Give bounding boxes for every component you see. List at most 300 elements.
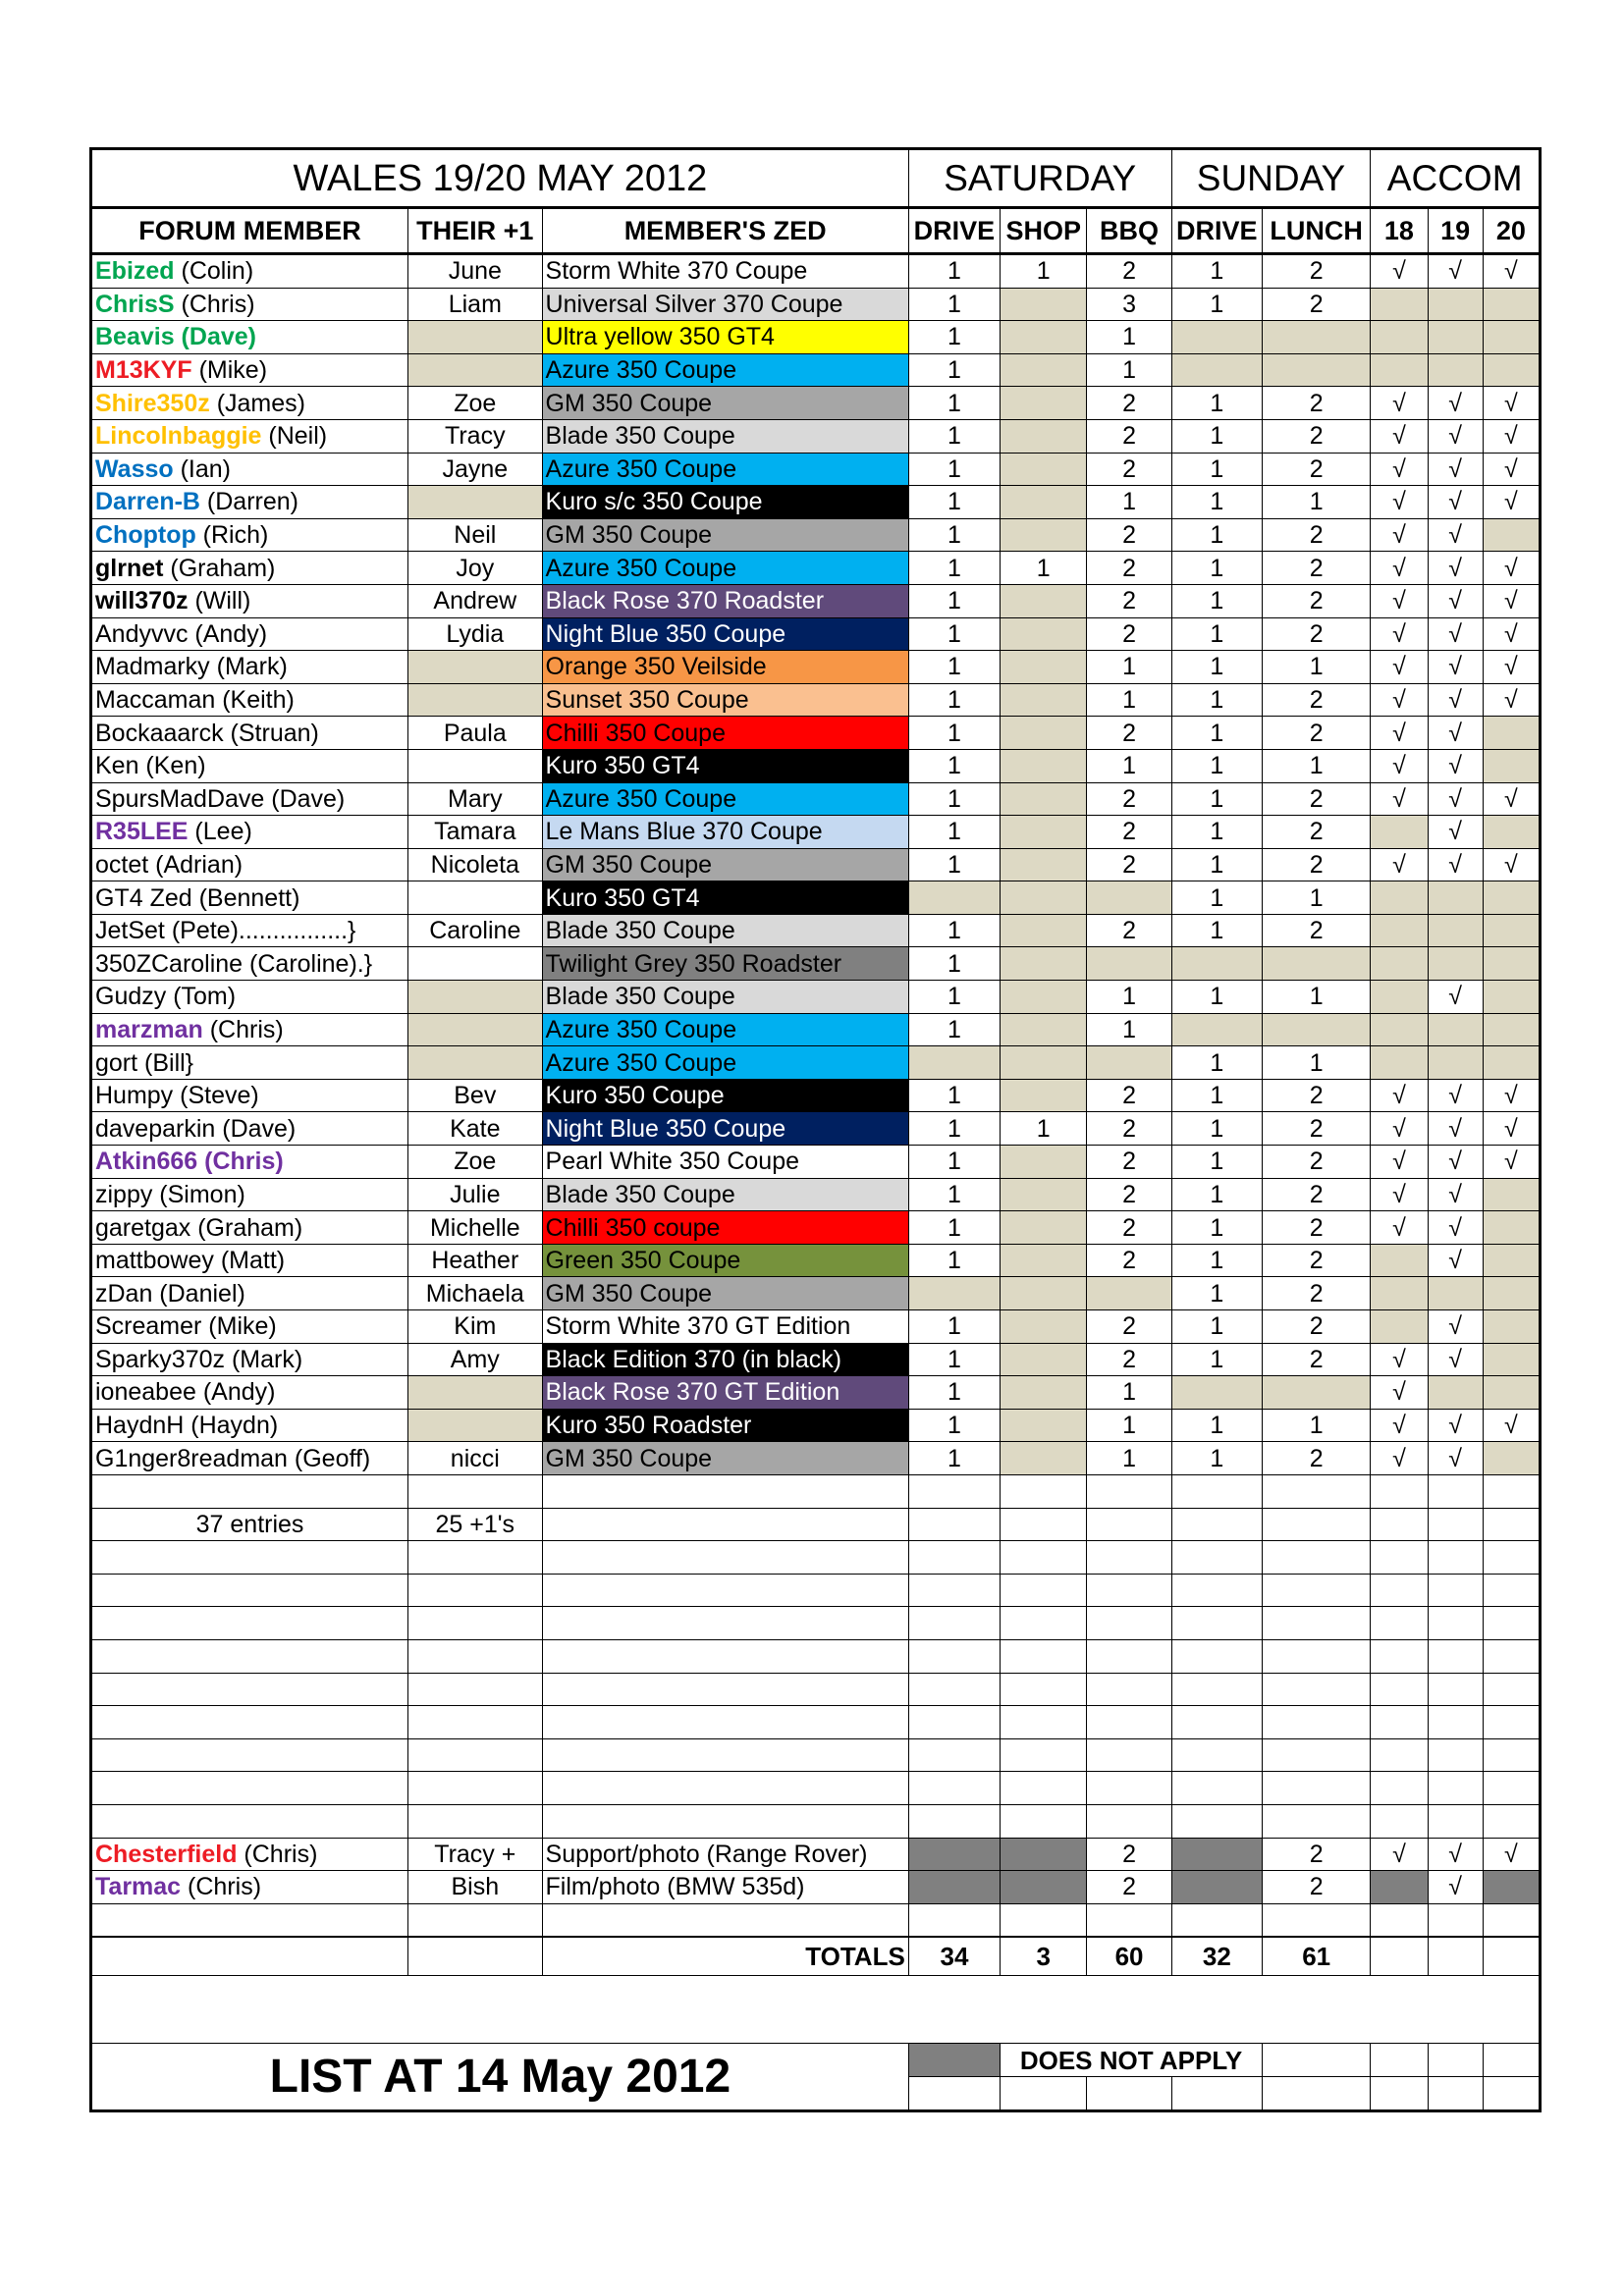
member-realname: (Chris) — [237, 1840, 318, 1868]
accom-20 — [1483, 518, 1540, 552]
member-name — [91, 453, 408, 486]
accom-18: √ — [1371, 1112, 1428, 1146]
empty-cell — [1262, 2044, 1370, 2077]
accom-19: √ — [1428, 486, 1483, 519]
sun-drive: 1 — [1171, 584, 1262, 617]
accom-19: √ — [1428, 419, 1483, 453]
car: Black Rose 370 GT Edition — [542, 1376, 908, 1410]
empty-cell — [1001, 1673, 1087, 1706]
sun-drive: 1 — [1171, 914, 1262, 947]
empty-cell — [408, 1738, 542, 1772]
empty-cell — [1483, 1673, 1540, 1706]
empty-cell — [542, 1673, 908, 1706]
empty-cell — [1483, 1706, 1540, 1739]
sat-shop — [1001, 717, 1087, 750]
sun-drive: 1 — [1171, 749, 1262, 782]
accom-18: √ — [1371, 617, 1428, 651]
accom-18: √ — [1371, 387, 1428, 420]
column-header-forum-member: FORUM MEMBER — [91, 208, 408, 254]
sun-lunch: 1 — [1262, 651, 1370, 684]
sun-drive: 1 — [1171, 288, 1262, 321]
empty-cell — [1483, 2077, 1540, 2111]
member-name — [91, 387, 408, 420]
sun-lunch: 2 — [1262, 1343, 1370, 1376]
empty-cell — [91, 1772, 408, 1805]
sun-lunch: 2 — [1262, 254, 1370, 289]
accom-18: √ — [1371, 1376, 1428, 1410]
accom-20: √ — [1483, 782, 1540, 816]
member-row — [91, 1178, 1541, 1211]
member-realname: Sparky370z (Mark) — [95, 1345, 303, 1373]
sat-drive: 1 — [908, 1178, 1000, 1211]
sat-shop — [1001, 1310, 1087, 1344]
accom-20 — [1483, 1343, 1540, 1376]
empty-cell — [1483, 1903, 1540, 1937]
sat-bbq: 1 — [1087, 321, 1171, 354]
member-realname: JetSet (Pete)................} — [95, 917, 356, 945]
sun-lunch: 2 — [1262, 914, 1370, 947]
sat-shop — [1001, 419, 1087, 453]
car: Storm White 370 GT Edition — [542, 1310, 908, 1344]
empty-cell — [1001, 1474, 1087, 1508]
plus-one: Julie — [408, 1178, 542, 1211]
empty-cell — [1001, 1639, 1087, 1673]
sun-lunch: 1 — [1262, 881, 1370, 915]
member-row — [91, 254, 1541, 289]
accom-20 — [1483, 353, 1540, 387]
accom-18: √ — [1371, 848, 1428, 881]
accom-18: √ — [1371, 1211, 1428, 1245]
sat-shop — [1001, 1244, 1087, 1277]
accom-20 — [1483, 717, 1540, 750]
sat-drive — [908, 1871, 1000, 1904]
sat-drive: 1 — [908, 1013, 1000, 1046]
accom-18 — [1371, 353, 1428, 387]
accom-19: √ — [1428, 617, 1483, 651]
accom-20: √ — [1483, 1409, 1540, 1442]
sun-drive: 1 — [1171, 486, 1262, 519]
sun-lunch: 2 — [1262, 1838, 1370, 1871]
accom-20 — [1483, 1376, 1540, 1410]
sun-drive: 1 — [1171, 518, 1262, 552]
sat-bbq: 2 — [1087, 387, 1171, 420]
empty-cell — [1087, 1508, 1171, 1541]
sat-bbq — [1087, 1277, 1171, 1310]
member-name — [91, 1046, 408, 1080]
accom-18 — [1371, 881, 1428, 915]
member-name — [91, 1409, 408, 1442]
accom-19: √ — [1428, 1838, 1483, 1871]
sun-lunch: 2 — [1262, 552, 1370, 585]
member-handle: M13KYF — [95, 356, 192, 385]
car: Night Blue 350 Coupe — [542, 1112, 908, 1146]
empty-cell — [542, 1903, 908, 1937]
sun-drive: 1 — [1171, 1442, 1262, 1475]
car: GM 350 Coupe — [542, 1442, 908, 1475]
accom-18 — [1371, 947, 1428, 981]
accom-19: √ — [1428, 552, 1483, 585]
empty-cell — [1371, 1673, 1428, 1706]
member-name — [91, 749, 408, 782]
empty-cell — [1483, 1937, 1540, 1976]
member-name — [91, 1178, 408, 1211]
empty-cell — [1001, 1738, 1087, 1772]
accom-20 — [1483, 1178, 1540, 1211]
support-row — [91, 1871, 1541, 1904]
empty-cell — [1483, 2044, 1540, 2077]
sat-bbq: 1 — [1087, 1376, 1171, 1410]
member-row — [91, 518, 1541, 552]
legend-swatch — [908, 2044, 1000, 2077]
empty-row — [91, 1474, 1541, 1508]
sun-drive: 1 — [1171, 782, 1262, 816]
member-name — [91, 1871, 408, 1904]
sat-drive — [908, 1277, 1000, 1310]
sun-drive — [1171, 1013, 1262, 1046]
sat-shop — [1001, 1146, 1087, 1179]
empty-row — [91, 1639, 1541, 1673]
accom-20 — [1483, 1046, 1540, 1080]
sat-drive: 1 — [908, 419, 1000, 453]
member-realname: zippy (Simon) — [95, 1180, 245, 1208]
accom-18: √ — [1371, 1079, 1428, 1112]
car: Kuro 350 GT4 — [542, 749, 908, 782]
empty-cell — [408, 1706, 542, 1739]
event-signup-table — [89, 147, 1542, 2112]
sat-shop — [1001, 1211, 1087, 1245]
member-realname: Gudzy (Tom) — [95, 983, 237, 1011]
sun-drive: 1 — [1171, 1277, 1262, 1310]
accom-20: √ — [1483, 617, 1540, 651]
member-realname: SpursMadDave (Dave) — [95, 784, 346, 813]
sat-drive: 1 — [908, 981, 1000, 1014]
empty-cell — [1262, 1607, 1370, 1640]
empty-cell — [1371, 2044, 1428, 2077]
member-realname: mattbowey (Matt) — [95, 1247, 286, 1275]
plus-one — [408, 321, 542, 354]
accom-18: √ — [1371, 552, 1428, 585]
empty-cell — [408, 1673, 542, 1706]
empty-cell — [1087, 1574, 1171, 1607]
empty-cell — [91, 1804, 408, 1838]
member-row — [91, 1409, 1541, 1442]
member-row — [91, 288, 1541, 321]
sun-drive: 1 — [1171, 848, 1262, 881]
column-header-sun-lunch: LUNCH — [1262, 208, 1370, 254]
sat-bbq: 1 — [1087, 1013, 1171, 1046]
empty-cell — [1171, 1607, 1262, 1640]
member-row — [91, 552, 1541, 585]
sun-lunch: 2 — [1262, 1244, 1370, 1277]
sat-shop — [1001, 453, 1087, 486]
sat-bbq: 2 — [1087, 816, 1171, 849]
sun-lunch: 2 — [1262, 584, 1370, 617]
empty-cell — [1087, 1903, 1171, 1937]
empty-cell — [408, 1474, 542, 1508]
accom-19 — [1428, 288, 1483, 321]
sat-drive: 1 — [908, 1112, 1000, 1146]
member-row — [91, 749, 1541, 782]
total-sat-shop: 3 — [1001, 1937, 1087, 1976]
accom-20: √ — [1483, 453, 1540, 486]
sun-drive: 1 — [1171, 1046, 1262, 1080]
sat-shop — [1001, 486, 1087, 519]
member-realname: Bockaaarck (Struan) — [95, 719, 319, 747]
sun-drive — [1171, 1376, 1262, 1410]
car: Support/photo (Range Rover) — [542, 1838, 908, 1871]
legend-label: DOES NOT APPLY — [1001, 2044, 1263, 2077]
accom-19: √ — [1428, 1871, 1483, 1904]
empty-row — [91, 1706, 1541, 1739]
member-name — [91, 1838, 408, 1871]
accom-18 — [1371, 288, 1428, 321]
car: Sunset 350 Coupe — [542, 683, 908, 717]
car: Chilli 350 coupe — [542, 1211, 908, 1245]
accom-18 — [1371, 1046, 1428, 1080]
sun-drive — [1171, 353, 1262, 387]
empty-cell — [91, 1976, 1541, 2044]
member-realname: Maccaman (Keith) — [95, 686, 295, 715]
sat-bbq: 1 — [1087, 486, 1171, 519]
sat-drive: 1 — [908, 552, 1000, 585]
member-name — [91, 1013, 408, 1046]
member-realname: (Graham) — [163, 554, 276, 582]
sun-lunch: 2 — [1262, 1277, 1370, 1310]
empty-cell — [1262, 1706, 1370, 1739]
plus-one: Lydia — [408, 617, 542, 651]
empty-cell — [1171, 2077, 1262, 2111]
empty-cell — [1087, 1706, 1171, 1739]
member-name — [91, 1376, 408, 1410]
sun-lunch: 2 — [1262, 1178, 1370, 1211]
empty-cell — [1262, 1474, 1370, 1508]
sat-shop — [1001, 1046, 1087, 1080]
sat-shop: 1 — [1001, 1112, 1087, 1146]
empty-cell — [908, 1508, 1000, 1541]
car: Blade 350 Coupe — [542, 914, 908, 947]
empty-cell — [91, 1607, 408, 1640]
sat-drive: 1 — [908, 914, 1000, 947]
sat-shop — [1001, 1013, 1087, 1046]
member-name — [91, 981, 408, 1014]
member-name — [91, 552, 408, 585]
accom-19: √ — [1428, 749, 1483, 782]
sun-drive: 1 — [1171, 1079, 1262, 1112]
column-header-members-zed: MEMBER'S ZED — [542, 208, 908, 254]
member-handle: Lincolnbaggie — [95, 422, 262, 451]
empty-cell — [1262, 1673, 1370, 1706]
sat-bbq — [1087, 881, 1171, 915]
accom-18 — [1371, 981, 1428, 1014]
member-realname: (Darren) — [199, 488, 298, 516]
car: Pearl White 350 Coupe — [542, 1146, 908, 1179]
empty-cell — [1371, 1574, 1428, 1607]
empty-cell — [542, 1574, 908, 1607]
accom-19 — [1428, 353, 1483, 387]
plus-one: Tracy — [408, 419, 542, 453]
empty-cell — [1262, 1903, 1370, 1937]
empty-cell — [542, 1474, 908, 1508]
empty-cell — [1171, 1541, 1262, 1575]
total-sun-drive: 32 — [1171, 1937, 1262, 1976]
member-realname: (Neil) — [261, 422, 328, 451]
empty-cell — [1428, 1541, 1483, 1575]
member-name — [91, 1343, 408, 1376]
sun-drive: 1 — [1171, 1211, 1262, 1245]
empty-cell — [1371, 1772, 1428, 1805]
sun-lunch: 2 — [1262, 1310, 1370, 1344]
accom-18: √ — [1371, 254, 1428, 289]
sun-drive: 1 — [1171, 651, 1262, 684]
accom-18: √ — [1371, 1442, 1428, 1475]
sun-drive — [1171, 321, 1262, 354]
empty-cell — [91, 1574, 408, 1607]
sat-drive: 1 — [908, 749, 1000, 782]
plus-one — [408, 1046, 542, 1080]
car: Storm White 370 Coupe — [542, 254, 908, 289]
sat-drive: 1 — [908, 1442, 1000, 1475]
sat-bbq: 1 — [1087, 981, 1171, 1014]
sun-lunch: 2 — [1262, 288, 1370, 321]
car: Twilight Grey 350 Roadster — [542, 947, 908, 981]
member-realname: (Rich) — [195, 521, 269, 550]
member-name — [91, 1244, 408, 1277]
sat-drive: 1 — [908, 816, 1000, 849]
car: Green 350 Coupe — [542, 1244, 908, 1277]
member-row — [91, 816, 1541, 849]
empty-cell — [1001, 1508, 1087, 1541]
totals-label: TOTALS — [542, 1937, 908, 1976]
empty-cell — [408, 1772, 542, 1805]
empty-cell — [1262, 1738, 1370, 1772]
sat-drive: 1 — [908, 1376, 1000, 1410]
empty-cell — [1001, 1903, 1087, 1937]
sat-shop — [1001, 1871, 1087, 1904]
plus-one: Bish — [408, 1871, 542, 1904]
plus-ones-count: 25 +1's — [408, 1508, 542, 1541]
accom-18 — [1371, 321, 1428, 354]
sat-shop — [1001, 1178, 1087, 1211]
sat-shop — [1001, 816, 1087, 849]
accom-19: √ — [1428, 584, 1483, 617]
empty-cell — [908, 1639, 1000, 1673]
sat-drive: 1 — [908, 254, 1000, 289]
member-realname: (Chris) — [174, 290, 255, 318]
plus-one — [408, 651, 542, 684]
sun-lunch: 2 — [1262, 683, 1370, 717]
plus-one: Tamara — [408, 816, 542, 849]
empty-cell — [1001, 2077, 1087, 2111]
accom-18: √ — [1371, 1343, 1428, 1376]
sun-drive: 1 — [1171, 981, 1262, 1014]
member-handle: glrnet — [95, 554, 164, 582]
empty-cell — [1371, 1474, 1428, 1508]
empty-cell — [1171, 1804, 1262, 1838]
plus-one — [408, 353, 542, 387]
member-row — [91, 584, 1541, 617]
sat-shop — [1001, 782, 1087, 816]
column-header-sat-drive: DRIVE — [908, 208, 1000, 254]
accom-19: √ — [1428, 981, 1483, 1014]
accom-18: √ — [1371, 1838, 1428, 1871]
accom-20: √ — [1483, 1146, 1540, 1179]
plus-one: Liam — [408, 288, 542, 321]
accom-19 — [1428, 947, 1483, 981]
plus-one: Paula — [408, 717, 542, 750]
sun-drive: 1 — [1171, 617, 1262, 651]
empty-cell — [1428, 1574, 1483, 1607]
empty-cell — [908, 1474, 1000, 1508]
member-name — [91, 782, 408, 816]
column-header-accom-19: 19 — [1428, 208, 1483, 254]
sat-drive: 1 — [908, 518, 1000, 552]
sun-drive: 1 — [1171, 453, 1262, 486]
empty-cell — [542, 1541, 908, 1575]
accom-18: √ — [1371, 1178, 1428, 1211]
plus-one: nicci — [408, 1442, 542, 1475]
sun-lunch: 2 — [1262, 1079, 1370, 1112]
accom-19: √ — [1428, 1211, 1483, 1245]
sheet-title: WALES 19/20 MAY 2012 — [91, 149, 909, 208]
member-realname: gort (Bill} — [95, 1048, 194, 1077]
member-name — [91, 881, 408, 915]
empty-cell — [1171, 1474, 1262, 1508]
sun-drive — [1171, 947, 1262, 981]
empty-row — [91, 1903, 1541, 1937]
member-row — [91, 717, 1541, 750]
empty-cell — [1371, 1508, 1428, 1541]
member-realname: HaydnH (Haydn) — [95, 1412, 279, 1440]
member-realname: Humpy (Steve) — [95, 1082, 259, 1110]
sat-bbq: 1 — [1087, 749, 1171, 782]
member-row — [91, 321, 1541, 354]
empty-cell — [1428, 1772, 1483, 1805]
empty-cell — [1371, 1903, 1428, 1937]
member-realname: (Colin) — [174, 257, 254, 286]
sat-shop — [1001, 1442, 1087, 1475]
member-name — [91, 683, 408, 717]
accom-18: √ — [1371, 683, 1428, 717]
sat-shop — [1001, 914, 1087, 947]
empty-cell — [1371, 1639, 1428, 1673]
total-sun-lunch: 61 — [1262, 1937, 1370, 1976]
accom-20 — [1483, 1211, 1540, 1245]
member-row — [91, 683, 1541, 717]
sat-bbq: 2 — [1087, 1146, 1171, 1179]
column-header-sat-bbq: BBQ — [1087, 208, 1171, 254]
column-header-accom-18: 18 — [1371, 208, 1428, 254]
accom-19: √ — [1428, 1178, 1483, 1211]
accom-20: √ — [1483, 419, 1540, 453]
accom-19: √ — [1428, 1343, 1483, 1376]
member-name — [91, 353, 408, 387]
car: Ultra yellow 350 GT4 — [542, 321, 908, 354]
car: Universal Silver 370 Coupe — [542, 288, 908, 321]
saturday-header: SATURDAY — [908, 149, 1171, 208]
empty-cell — [1483, 1508, 1540, 1541]
empty-cell — [1171, 1903, 1262, 1937]
accom-20 — [1483, 1013, 1540, 1046]
empty-cell — [91, 1903, 408, 1937]
sat-bbq: 2 — [1087, 1178, 1171, 1211]
accom-20 — [1483, 1442, 1540, 1475]
totals-row — [91, 1937, 1541, 1976]
empty-row — [91, 1772, 1541, 1805]
empty-cell — [1428, 1706, 1483, 1739]
member-name — [91, 914, 408, 947]
sat-bbq: 2 — [1087, 848, 1171, 881]
member-name — [91, 617, 408, 651]
